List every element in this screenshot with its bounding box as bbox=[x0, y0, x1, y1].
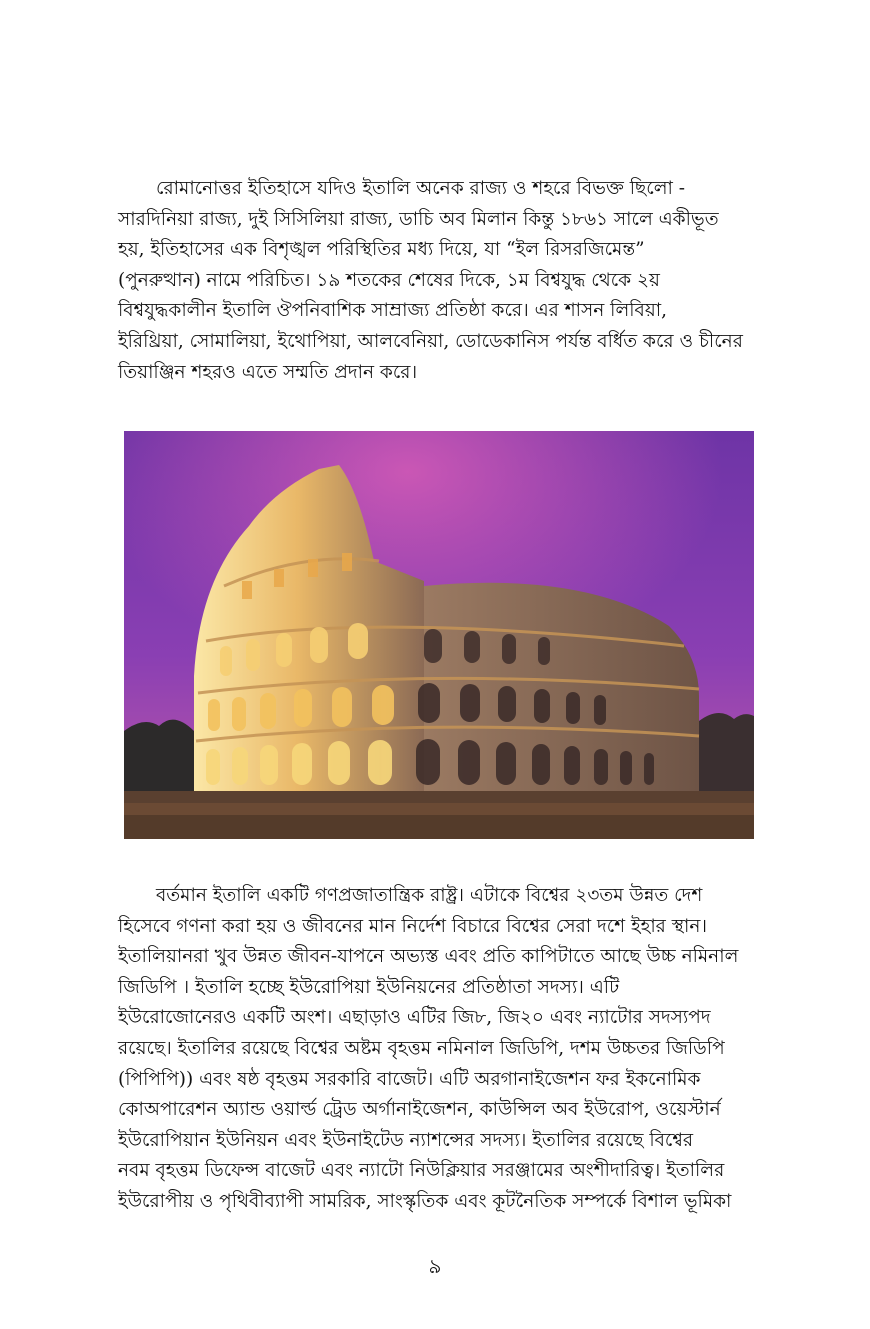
text-line: হয়, ইতিহাসের এক বিশৃঙ্খল পরিস্থিতির মধ্য দিয়ে, যা “ইল রিসরজিমেন্ত” bbox=[118, 239, 645, 261]
text-line: রয়েছে। ইতালির রয়েছে বিশ্বের অষ্টম বৃহত্তম নমিনাল জিডিপি, দশম উচ্চতর জিডিপি bbox=[118, 1037, 725, 1059]
text-line: ইরিথ্রিয়া, সোমালিয়া, ইথোপিয়া, আলবেনিয়া, ডোডেকানিস পর্যন্ত বর্ধিত করে ও চীনের bbox=[118, 330, 743, 352]
text-line: (পুনরুত্থান) নামে পরিচিত। ১৯ শতকের শেষের দিকে, ১ম বিশ্বযুদ্ধ থেকে ২য় bbox=[118, 269, 660, 291]
text-line: বর্তমান ইতালি একটি গণপ্রজাতান্ত্রিক রাষ্ট্র। এটাকে বিশ্বের ২৩তম উন্নত দেশ bbox=[156, 885, 703, 906]
text-line: হিসেবে গণনা করা হয় ও জীবনের মান নির্দেশ বিচারে বিশ্বের সেরা দশে ইহার স্থান। bbox=[118, 915, 708, 937]
page-number: ৯ bbox=[428, 1254, 442, 1278]
text-line: ইউরোপিয়ান ইউনিয়ন এবং ইউনাইটেড ন্যাশন্সের সদস্য। ইতালির রয়েছে বিশ্বের bbox=[118, 1129, 694, 1151]
text-line: সারদিনিয়া রাজ্য, দুই সিসিলিয়া রাজ্য, ডাচি অব মিলান কিন্তু ১৮৬১ সালে একীভূত bbox=[118, 208, 719, 230]
text-line: কোঅপারেশন অ্যান্ড ওয়ার্ল্ড ট্রেড অর্গানাইজেশন, কাউন্সিল অব ইউরোপ, ওয়েস্টার্ন bbox=[118, 1099, 721, 1121]
text-line: ইউরোপীয় ও পৃথিবীব্যাপী সামরিক, সাংস্কৃতিক এবং কূটনৈতিক সম্পর্কে বিশাল ভূমিকা bbox=[118, 1190, 732, 1212]
text-line: বিশ্বযুদ্ধকালীন ইতালি ঔপনিবাশিক সাম্রাজ্য প্রতিষ্ঠা করে। এর শাসন লিবিয়া, bbox=[118, 300, 667, 322]
text-line: রোমানোত্তর ইতিহাসে যদিও ইতালি অনেক রাজ্য ও শহরে বিভক্ত ছিলো - bbox=[156, 178, 685, 199]
text-line: নবম বৃহত্তম ডিফেন্স বাজেট এবং ন্যাটো নিউক্লিয়ার সরঞ্জামের অংশীদারিত্ব। ইতালির bbox=[118, 1160, 725, 1182]
text-line: ইউরোজোনেরও একটি অংশ। এছাড়াও এটির জি৮, জি২০ এবং ন্যাটোর সদস্যপদ bbox=[118, 1007, 711, 1029]
colosseum-photo bbox=[124, 431, 754, 839]
text-line: (পিপিপি)) এবং ষষ্ঠ বৃহত্তম সরকারি বাজেট। এটি অরগানাইজেশন ফর ইকনোমিক bbox=[118, 1068, 701, 1090]
colosseum-illustration bbox=[124, 431, 754, 839]
text-line: তিয়াঞ্জিন শহরও এতে সম্মতি প্রদান করে। bbox=[118, 361, 418, 383]
paragraph-modern-italy bbox=[118, 881, 764, 1218]
text-line: ইতালিয়ানরা খুব উন্নত জীবন-যাপনে অভ্যস্ত এবং প্রতি কাপিটাতে আছে উচ্চ নমিনাল bbox=[118, 946, 739, 968]
paragraph-history bbox=[118, 174, 764, 388]
text-line: জিডিপি । ইতালি হচ্ছে ইউরোপিয়া ইউনিয়নের প্রতিষ্ঠাতা সদস্য। এটি bbox=[118, 976, 620, 998]
